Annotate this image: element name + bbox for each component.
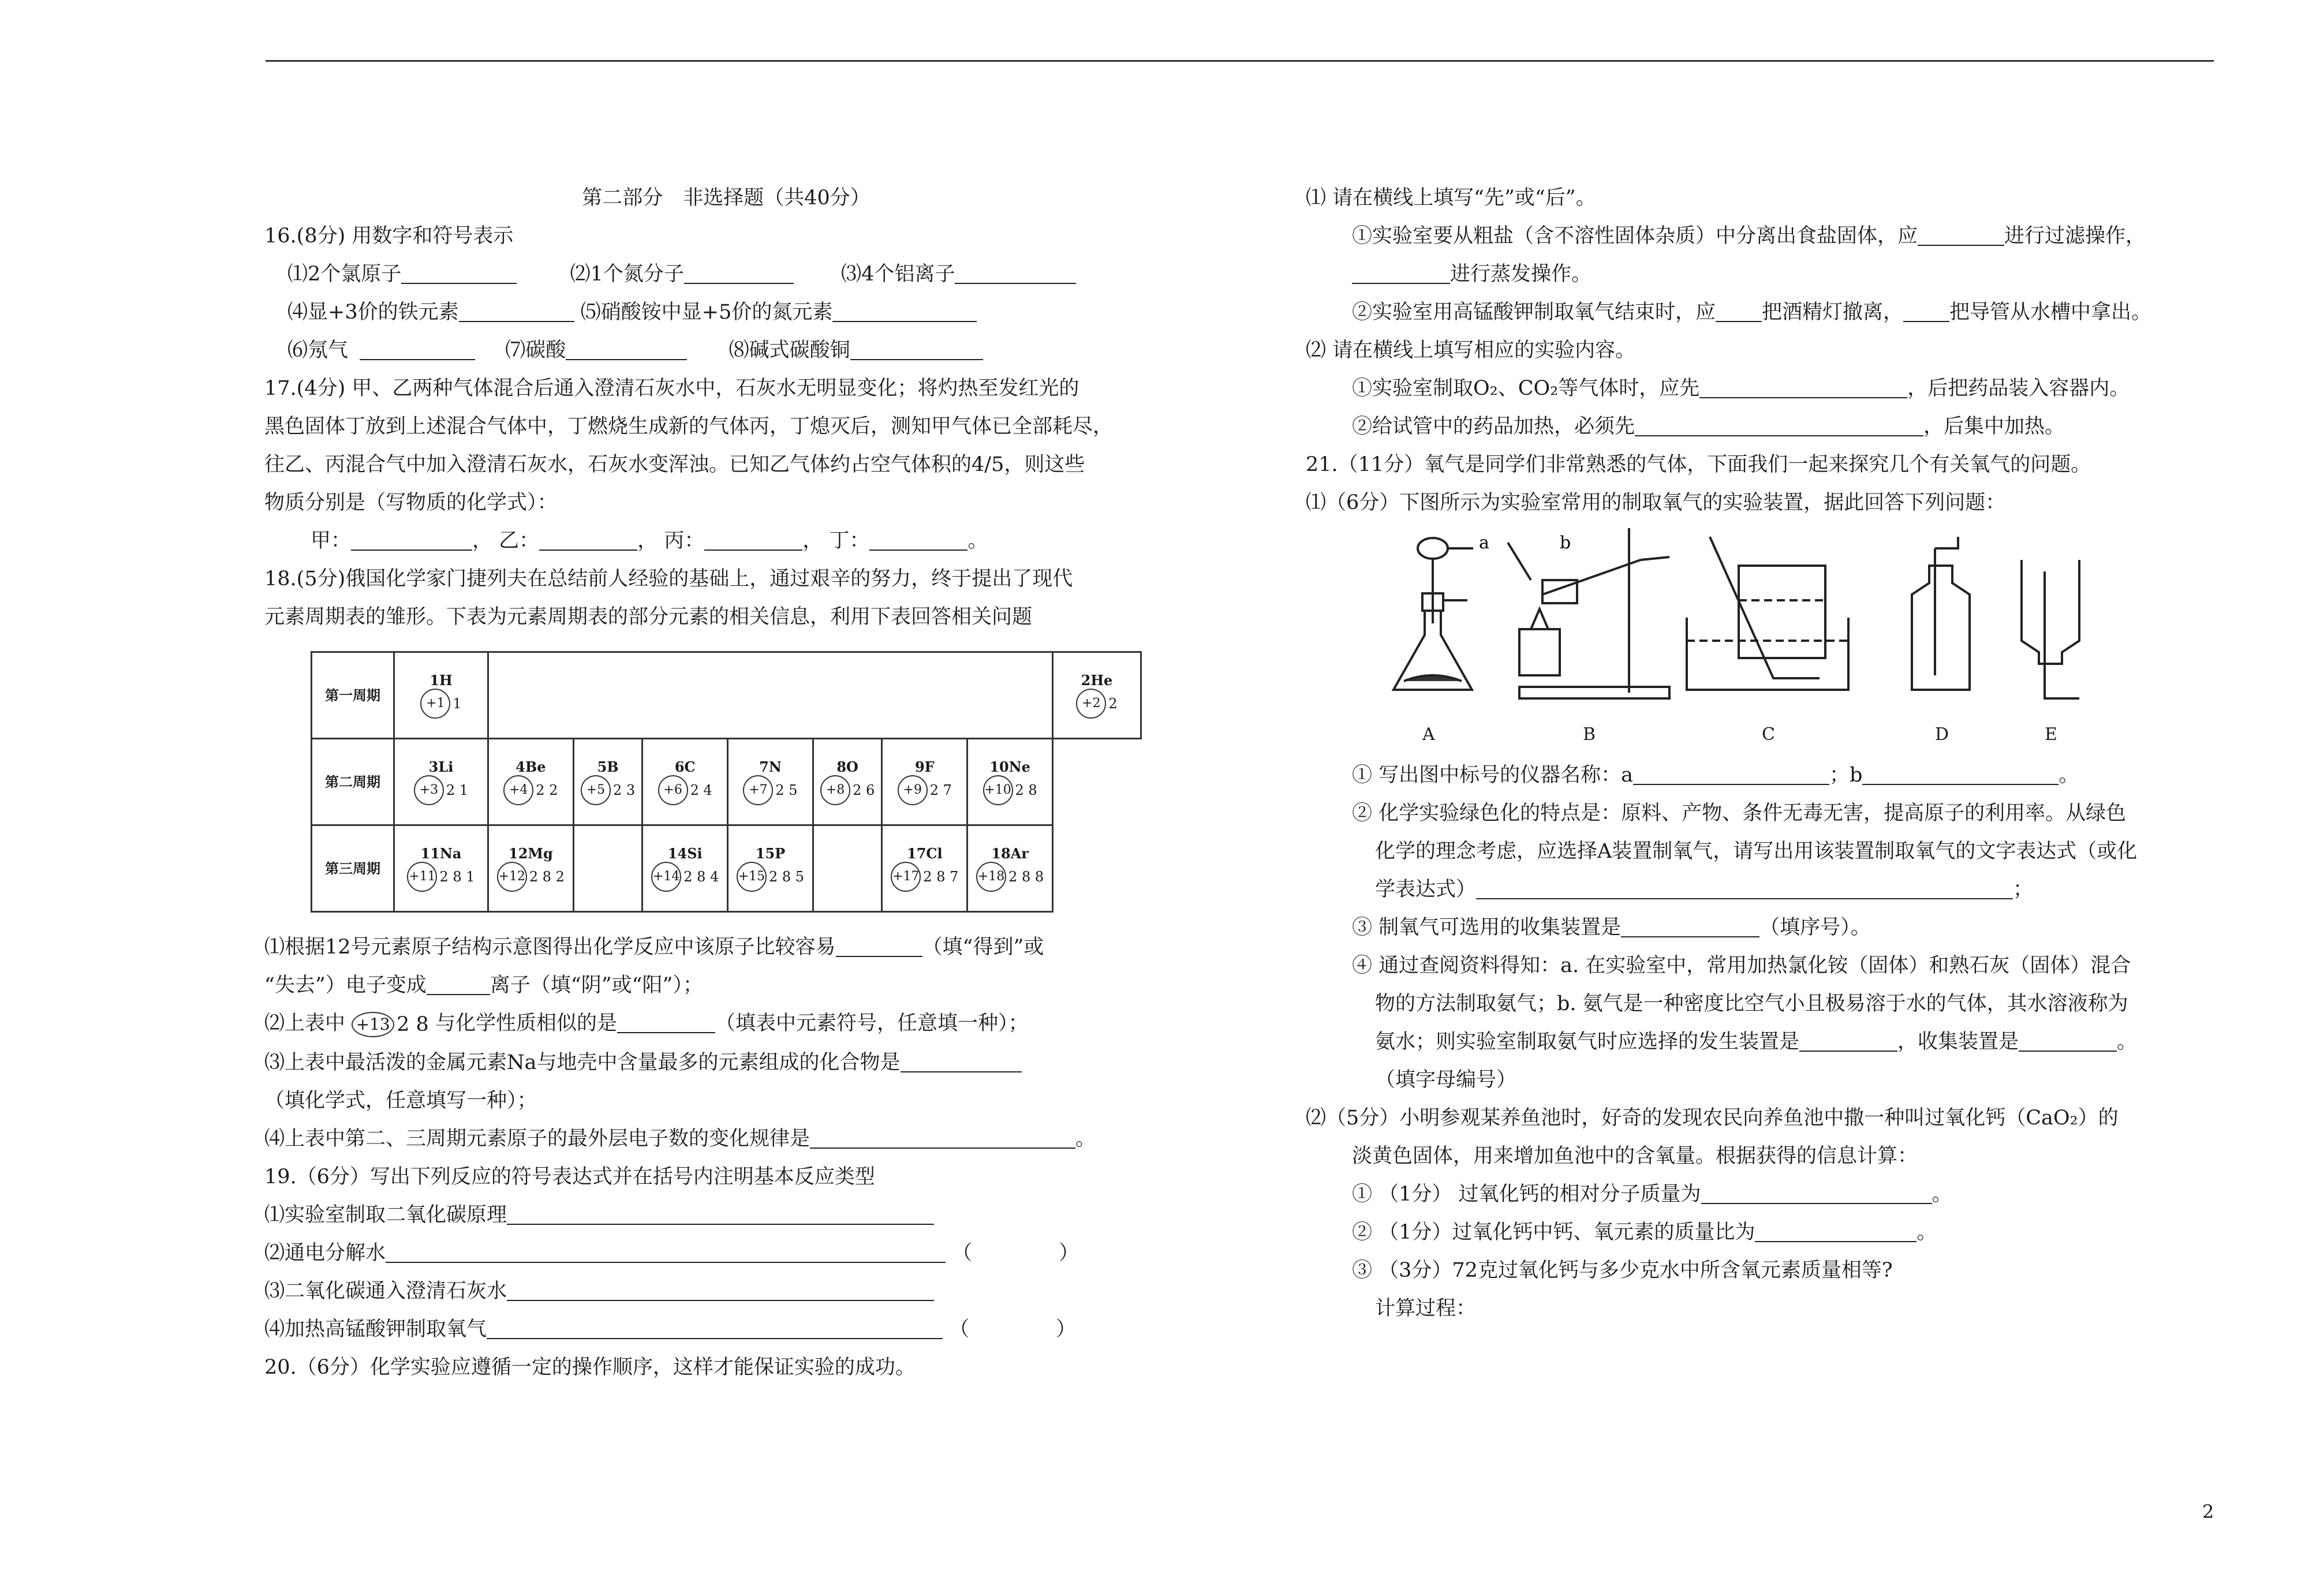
element-symbol: 14Si — [667, 844, 703, 862]
nucleus: +3 — [414, 775, 444, 805]
q18-blank-1[interactable] — [836, 933, 922, 957]
nucleus: +18 — [976, 862, 1006, 892]
q19-item-1 — [264, 1196, 1188, 1234]
element-symbol: 17Cl — [907, 844, 943, 862]
q17-label-ding: 丁： — [829, 529, 870, 552]
q18-sub3-line-1 — [264, 1044, 1188, 1082]
q21-blank-a[interactable] — [1633, 761, 1829, 785]
q21-blank-ratio[interactable] — [1755, 1218, 1917, 1242]
period-3-label: 第三周期 — [312, 825, 394, 912]
right-column — [1306, 179, 2252, 1328]
q21-i4-line-1: ④ 通过查阅资料得知：a. 在实验室中，常用加热氯化铵（固体）和熟石灰（固体）混合 — [1352, 954, 2131, 977]
q16-item-2: ⑵1个氮分子 — [570, 263, 684, 286]
label-b: B — [1583, 724, 1596, 745]
paren-open: （ — [952, 1241, 973, 1265]
q16-item-6: ⑹氖气 — [287, 339, 349, 362]
q21-blank-mr[interactable] — [1701, 1180, 1932, 1204]
element-cell — [882, 825, 967, 912]
element-symbol: 10Ne — [989, 758, 1030, 775]
q16-row-2 — [264, 293, 1188, 331]
element-symbol: 2He — [1081, 671, 1113, 689]
element-symbol: 5B — [597, 758, 619, 775]
element-cell — [728, 825, 813, 912]
q20-sub2: ⑵ 请在横线上填写相应的实验内容。 — [1306, 339, 1636, 362]
q20-s4 — [1306, 408, 2252, 446]
apparatus-e — [2022, 560, 2079, 698]
q21-i1 — [1306, 756, 2252, 794]
q21-i2-line-3 — [1306, 870, 2252, 909]
q19-item-3 — [264, 1272, 1188, 1310]
q16-item-1: ⑴2个氯原子 — [287, 263, 402, 286]
q21-stem: 21.（11分）氧气是同学们非常熟悉的气体，下面我们一起来探究几个有关氧气的问题。 — [1306, 453, 2091, 476]
q16-blank-3[interactable] — [955, 260, 1076, 284]
mark-b: b — [1560, 533, 1571, 553]
q19-blank-2[interactable] — [386, 1239, 946, 1263]
q20-s2 — [1306, 293, 2252, 331]
q21-i2-line-1: ② 化学实验绿色化的特点是：原料、产物、条件无毒无害，提高原子的利用率。从绿色 — [1352, 802, 2127, 825]
q16-row-1 — [264, 255, 1188, 293]
shells: 2 3 — [612, 782, 636, 798]
part-title: 第二部分 非选择题（共40分） — [582, 186, 871, 210]
q21-i3-text-2: （填序号）。 — [1759, 916, 1871, 939]
shells: 2 7 — [929, 782, 952, 798]
q20-s3-text: ①实验室制取O₂、CO₂等气体时，应先 — [1352, 377, 1700, 400]
q20-blank-5[interactable] — [1699, 374, 1907, 398]
apparatus-c — [1687, 537, 1848, 690]
q16-blank-4[interactable] — [459, 298, 574, 322]
lab-apparatus-figure — [1387, 525, 2229, 750]
q21-i4-text: 氨水；则实验室制取氨气时应选择的发生装置是 — [1375, 1030, 1800, 1053]
q21-i1-text-2: ；b — [1829, 764, 1863, 787]
q21-i1-text: ① 写出图中标号的仪器名称：a — [1352, 764, 1633, 787]
q21-i4-text-2: ，收集装置是 — [1897, 1030, 2019, 1053]
paren-close: ） — [1059, 1241, 1079, 1265]
element-cell — [728, 739, 813, 825]
element-symbol: 8O — [836, 758, 858, 775]
label-a: A — [1422, 724, 1435, 745]
nucleus: +14 — [651, 862, 681, 892]
nucleus: +12 — [497, 862, 527, 892]
paren-open: （ — [949, 1317, 970, 1341]
q18-sub1-line-2 — [264, 966, 1188, 1004]
q16-blank-5[interactable] — [832, 298, 977, 322]
q16-stem: 16.(8分) 用数字和符号表示 — [264, 225, 514, 248]
shells: 2 8 7 — [923, 868, 959, 885]
q19-blank-4[interactable] — [487, 1315, 943, 1339]
q19-item-label: ⑶二氧化碳通入澄清石灰水 — [264, 1279, 507, 1303]
q20-s1-text: ①实验室要从粗盐（含不溶性固体杂质）中分离出食盐固体，应 — [1352, 225, 1918, 248]
q19-item-label: ⑴实验室制取二氧化碳原理 — [264, 1203, 507, 1227]
q20-stem: 20.（6分）化学实验应遵循一定的操作顺序，这样才能保证实验的成功。 — [264, 1355, 916, 1379]
q17-line-2: 黑色固体丁放到上述混合气体中，丁燃烧生成新的气体丙，丁熄灭后，测知甲气体已全部耗尽， — [264, 415, 1114, 438]
q20-s1-text-3: 进行蒸发操作。 — [1450, 263, 1592, 286]
q17-label-yi: 乙： — [499, 529, 540, 552]
q19-stem: 19.（6分）写出下列反应的符号表达式并在括号内注明基本反应类型 — [264, 1165, 875, 1188]
element-cell — [394, 825, 488, 912]
q20-blank-6[interactable] — [1635, 412, 1923, 436]
element-symbol: 15P — [755, 844, 786, 862]
period-2-label: 第二周期 — [312, 739, 394, 825]
q17-blank-yi[interactable] — [539, 526, 637, 551]
q18-sub2 — [264, 1004, 1188, 1044]
label-d: D — [1935, 724, 1949, 745]
element-cell — [813, 739, 882, 825]
nucleus: +6 — [658, 775, 688, 805]
q21-c1 — [1306, 1175, 2252, 1213]
q21-i1-end: 。 — [2059, 764, 2079, 787]
nucleus: +13 — [352, 1012, 394, 1037]
q21-blank-gen[interactable] — [1799, 1027, 1897, 1052]
nucleus: +5 — [581, 775, 611, 805]
q21-i4-line-3 — [1306, 1023, 2252, 1061]
shells: 2 — [1108, 695, 1118, 712]
element-cell — [394, 739, 488, 825]
shells: 2 6 — [853, 782, 875, 798]
shells: 2 8 4 — [683, 868, 719, 885]
nucleus: +2 — [1076, 689, 1106, 719]
nucleus: +9 — [898, 775, 928, 805]
q21-sub2-line-1: ⑵（5分）小明参观某养鱼池时，好奇的发现农民向养鱼池中撒一种叫过氧化钙（CaO₂）的 — [1306, 1107, 2119, 1130]
q21-blank-collect[interactable] — [1621, 913, 1759, 937]
apparatus-b — [1508, 528, 1669, 698]
q21-c1-text: ① （1分） 过氧化钙的相对分子质量为 — [1352, 1183, 1701, 1206]
apparatus-a — [1394, 538, 1473, 690]
q16-item-7: ⑺碳酸 — [505, 339, 566, 362]
q20-s4-text-2: ，后集中加热。 — [1923, 415, 2065, 438]
q18-blank-3[interactable] — [617, 1009, 715, 1033]
q20-s1-line-1 — [1306, 217, 2252, 255]
shells: 2 2 — [536, 782, 558, 798]
q17-answers: 甲： ， 乙： ， 丙： ， 丁： 。 — [264, 522, 1188, 560]
q20-blank-4[interactable] — [1903, 298, 1949, 322]
q18-sub1-hint: （填“得到”或 — [922, 936, 1044, 959]
header-rule — [266, 60, 2214, 62]
q17-line-1: 17.(4分) 甲、乙两种气体混合后通入澄清石灰水中，石灰水无明显变化；将灼热至发红光的 — [264, 377, 1079, 400]
element-cell — [967, 739, 1053, 825]
q21-i2-text: 学表达式） — [1375, 878, 1477, 901]
q21-blank-col[interactable] — [2019, 1027, 2117, 1052]
q21-i3-text: ③ 制氧气可选用的收集装置是 — [1352, 916, 1622, 939]
element-cell — [642, 739, 728, 825]
shells: 2 5 — [775, 782, 798, 798]
q18-sub2-hint: （填表中元素符号，任意填一种）； — [715, 1012, 1029, 1035]
q21-i4-line-2: 物的方法制取氨气；b. 氨气是一种密度比空气小且极易溶于水的气体，其水溶液称为 — [1375, 992, 2128, 1015]
q21-i4-end: 。 — [2117, 1030, 2138, 1053]
q20-blank-1[interactable] — [1918, 222, 2004, 246]
q20-s2-text-2: 把酒精灯撤离， — [1762, 301, 1904, 324]
q21-c3: ③ （3分）72克过氧化钙与多少克水中所含氧元素质量相等? — [1352, 1259, 1893, 1282]
al-atom-diagram — [352, 1006, 429, 1044]
nucleus: +1 — [420, 689, 450, 719]
element-cell — [813, 825, 882, 912]
element-symbol: 4Be — [515, 758, 546, 775]
q18-line-2: 元素周期表的雏形。下表为元素周期表的部分元素的相关信息，利用下表回答相关问题 — [264, 605, 1033, 629]
q16-blank-2[interactable] — [684, 260, 794, 284]
q19-blank-1[interactable] — [507, 1201, 934, 1225]
empty-cell — [488, 652, 1053, 739]
element-cell — [573, 825, 642, 912]
q19-item-label: ⑷加热高锰酸钾制取氧气 — [264, 1317, 487, 1341]
q18-blank-4[interactable] — [901, 1048, 1022, 1072]
shells: 1 — [453, 695, 462, 712]
element-symbol: 9F — [914, 758, 935, 775]
q20-s2-text: ②实验室用高锰酸钾制取氧气结束时，应 — [1352, 301, 1716, 324]
q18-sub2-text: ⑵上表中 — [264, 1012, 346, 1035]
q18-sub1-hint-2: 离子（填“阴”或“阳”）； — [490, 974, 703, 997]
q18-blank-5[interactable] — [810, 1124, 1075, 1149]
shells: 2 1 — [446, 782, 469, 798]
q18-sub1-line-1 — [264, 928, 1188, 966]
shells: 2 8 2 — [529, 868, 565, 885]
q16-item-4: ⑷显+3价的铁元素 — [287, 301, 459, 324]
paren-close: ） — [1056, 1317, 1077, 1341]
q21-sub1: ⑴（6分）下图所示为实验室常用的制取氧气的实验装置，据此回答下列问题： — [1306, 491, 2006, 514]
q20-s3-text-2: ，后把药品装入容器内。 — [1907, 377, 2130, 400]
nucleus: +10 — [983, 775, 1013, 805]
element-symbol: 18Ar — [991, 844, 1029, 862]
element-symbol: 6C — [674, 758, 696, 775]
left-column — [264, 179, 1188, 1386]
q20-s4-text: ②给试管中的药品加热，必须先 — [1352, 415, 1635, 438]
shells: 2 8 8 — [1008, 868, 1044, 885]
shells: 2 8 5 — [768, 868, 805, 885]
q21-c2-end: 。 — [1917, 1221, 1937, 1244]
page-number: 2 — [2202, 1501, 2214, 1523]
q21-i3 — [1306, 909, 2252, 947]
q20-blank-2[interactable] — [1352, 260, 1450, 284]
q21-sub2-line-2: 淡黄色固体，用来增加鱼池中的含氧量。根据获得的信息计算： — [1352, 1145, 1918, 1168]
q20-s1-line-2 — [1306, 255, 2252, 293]
q20-s2-text-3: 把导管从水槽中拿出。 — [1949, 301, 2152, 324]
q17-label-bing: 丙： — [664, 529, 705, 552]
q20-blank-3[interactable] — [1716, 298, 1762, 322]
q21-c2 — [1306, 1213, 2252, 1251]
q17-line-4: 物质分别是（写物质的化学式）： — [264, 491, 558, 514]
element-symbol: 3Li — [428, 758, 454, 775]
periodic-table — [311, 651, 1142, 911]
q21-c2-text: ② （1分）过氧化钙中钙、氧元素的质量比为 — [1352, 1221, 1755, 1244]
element-cell — [488, 825, 574, 912]
q21-blank-eq[interactable] — [1476, 875, 2013, 899]
q18-sub1-text-2: “失去”）电子变成 — [264, 974, 427, 997]
q19-item-4 — [264, 1310, 1188, 1348]
element-cell — [1053, 652, 1141, 739]
apparatus-drawing — [1387, 525, 2229, 716]
element-cell — [882, 739, 967, 825]
q16-blank-8[interactable] — [850, 336, 983, 360]
q17-line-3: 往乙、丙混合气中加入澄清石灰水，石灰水变浑浊。已知乙气体约占空气体积的4/5，则这些 — [264, 453, 1085, 476]
q21-c4: 计算过程： — [1375, 1297, 1477, 1320]
q16-item-3: ⑶4个铝离子 — [841, 263, 955, 286]
element-cell — [642, 825, 728, 912]
shells: 2 4 — [690, 782, 712, 798]
shells: 2 8 — [397, 1012, 429, 1036]
q21-blank-b[interactable] — [1862, 761, 2059, 785]
nucleus: +8 — [820, 775, 850, 805]
element-cell — [573, 739, 642, 825]
q18-blank-2[interactable] — [427, 971, 490, 995]
element-symbol: 7N — [759, 758, 782, 775]
q18-sub3-text: ⑶上表中最活泼的金属元素Na与地壳中含量最多的元素组成的化合物是 — [264, 1051, 901, 1074]
nucleus: +11 — [407, 862, 437, 892]
q16-row-3 — [264, 331, 1188, 369]
q16-blank-7[interactable] — [566, 336, 687, 360]
q19-item-label: ⑵通电分解水 — [264, 1241, 386, 1265]
q18-sub4-end: 。 — [1075, 1127, 1096, 1150]
q20-s1-text-2: 进行过滤操作， — [2004, 225, 2146, 248]
shells: 2 8 1 — [439, 868, 475, 885]
element-symbol: 11Na — [420, 844, 462, 862]
q18-sub2-text-2: 与化学性质相似的是 — [435, 1012, 617, 1035]
period-1-label: 第一周期 — [312, 652, 394, 739]
element-symbol: 1H — [429, 671, 453, 689]
nucleus: +17 — [891, 862, 921, 892]
q16-blank-6[interactable] — [360, 336, 475, 360]
shells: 2 8 — [1015, 782, 1037, 798]
q21-i2-line-2: 化学的理念考虑，应选择A装置制氧气，请写出用该装置制取氧气的文字表达式（或化 — [1375, 840, 2138, 863]
q20-sub1: ⑴ 请在横线上填写“先”或“后”。 — [1306, 186, 1596, 210]
q21-i4-hint: （填字母编号） — [1375, 1068, 1517, 1092]
q16-item-8: ⑻碱式碳酸铜 — [729, 339, 850, 362]
q19-blank-3[interactable] — [507, 1277, 934, 1301]
q21-i2-end: ； — [2013, 878, 2034, 901]
q20-s3 — [1306, 369, 2252, 408]
q17-blank-jia[interactable] — [351, 526, 472, 551]
q18-line-1: 18.(5分)俄国化学家门捷列夫在总结前人经验的基础上，通过艰辛的努力，终于提出了现代 — [264, 567, 1073, 590]
q16-item-5: ⑸硝酸铵中显+5价的氮元素 — [580, 301, 833, 324]
mark-a: a — [1479, 533, 1489, 553]
element-cell — [967, 825, 1053, 912]
apparatus-d — [1912, 537, 1970, 690]
label-c: C — [1762, 724, 1775, 745]
element-symbol: 12Mg — [509, 844, 553, 862]
nucleus: +7 — [743, 775, 773, 805]
nucleus: +15 — [737, 862, 767, 892]
q17-label-jia: 甲： — [311, 529, 352, 552]
q19-item-2 — [264, 1234, 1188, 1272]
q17-blank-bing[interactable] — [704, 526, 802, 551]
nucleus: +4 — [503, 775, 533, 805]
q18-sub1-text: ⑴根据12号元素原子结构示意图得出化学反应中该原子比较容易 — [264, 936, 836, 959]
q21-c1-end: 。 — [1932, 1183, 1952, 1206]
q18-sub4 — [264, 1120, 1188, 1158]
q17-blank-ding[interactable] — [869, 526, 967, 551]
label-e: E — [2045, 724, 2057, 745]
element-cell — [488, 739, 574, 825]
q18-sub3-line-2: （填化学式，任意填写一种）； — [264, 1089, 537, 1112]
q18-sub4-text: ⑷上表中第二、三周期元素原子的最外层电子数的变化规律是 — [264, 1127, 810, 1150]
q16-blank-1[interactable] — [401, 260, 517, 284]
element-cell — [394, 652, 488, 739]
